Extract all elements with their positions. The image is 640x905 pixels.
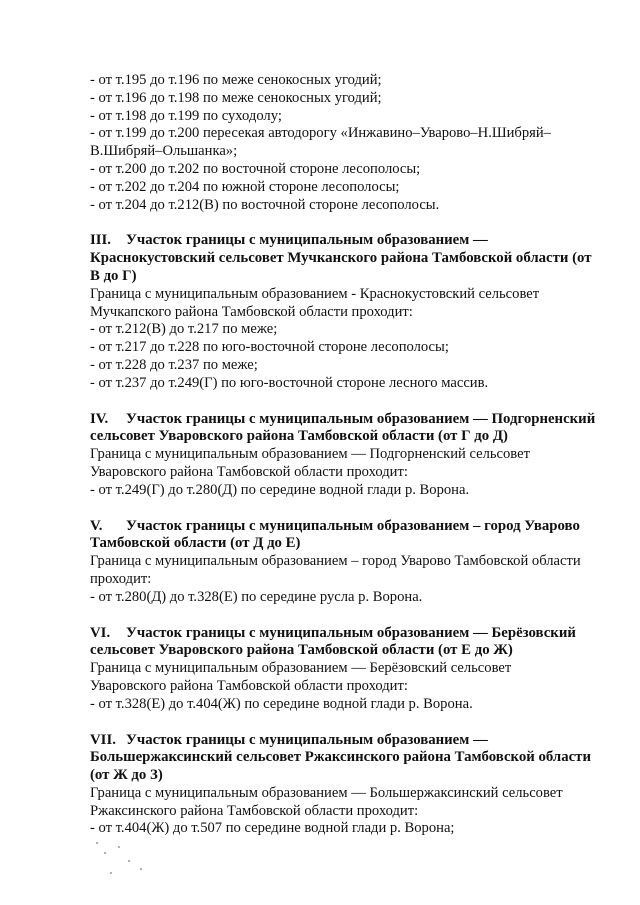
- heading-text: Участок границы с муниципальным образованием — Подгорненский: [126, 410, 596, 427]
- body-line: Граница с муниципальным образованием – город Уварово Тамбовской области: [90, 553, 581, 570]
- section-heading: Большержаксинский сельсовет Ржаксинского района Тамбовской области: [90, 749, 591, 766]
- spacer: [90, 500, 622, 518]
- section-numeral: VI.: [90, 624, 111, 641]
- body-line: - от т.328(Е) до т.404(Ж) по середине водной глади р. Ворона.: [90, 695, 473, 712]
- spacer: [90, 607, 622, 625]
- intro-line: В.Шибряй–Ольшанка»;: [90, 143, 238, 160]
- body-line: Граница с муниципальным образованием — Большержаксинский сельсовет: [90, 784, 563, 801]
- section-vii: [90, 732, 622, 839]
- intro-line: - от т.204 до т.212(В) по восточной стороне лесополосы.: [90, 196, 440, 213]
- intro-line: - от т.200 до т.202 по восточной стороне лесополосы;: [90, 160, 421, 177]
- section-iii: [90, 232, 622, 392]
- section-heading: [90, 411, 622, 429]
- spacer: [90, 714, 622, 732]
- section-heading: [90, 232, 622, 250]
- intro-line: - от т.202 до т.204 по южной стороне лесополосы;: [90, 178, 400, 195]
- section-heading: (от Ж до З): [90, 767, 163, 784]
- intro-block: [90, 72, 622, 214]
- scan-speck: [96, 842, 98, 844]
- heading-text: Участок границы с муниципальным образованием – город Уварово: [126, 517, 580, 534]
- section-v: [90, 518, 622, 607]
- body-line: - от т.280(Д) до т.328(Е) по середине русла р. Ворона.: [90, 588, 423, 605]
- body-line: - от т.228 до т.237 по меже;: [90, 356, 258, 373]
- intro-line: - от т.198 до т.199 по суходолу;: [90, 107, 282, 124]
- spacer: [90, 214, 622, 232]
- intro-line: - от т.195 до т.196 по меже сенокосных угодий;: [90, 72, 382, 88]
- section-heading: [90, 732, 622, 750]
- body-line: Граница с муниципальным образованием — Берёзовский сельсовет: [90, 660, 512, 677]
- heading-text: Участок границы с муниципальным образованием —: [126, 731, 488, 748]
- section-numeral: VII.: [90, 731, 116, 748]
- spacer: [90, 393, 622, 411]
- scan-speck: [104, 852, 106, 854]
- section-heading: Краснокустовский сельсовет Мучканского района Тамбовской области (от: [90, 250, 592, 267]
- body-line: Граница с муниципальным образованием — Подгорненский сельсовет: [90, 446, 530, 463]
- section-heading: сельсовет Уваровского района Тамбовской области (от Г до Д): [90, 428, 508, 445]
- body-line: - от т.217 до т.228 по юго-восточной стороне лесополосы;: [90, 339, 449, 356]
- body-line: - от т.404(Ж) до т.507 по середине водной глади р. Ворона;: [90, 820, 455, 837]
- intro-line: - от т.199 до т.200 пересекая автодорогу «Инжавино–Уварово–Н.Шибряй–: [90, 125, 551, 142]
- section-heading: [90, 625, 622, 643]
- intro-line: - от т.196 до т.198 по меже сенокосных угодий;: [90, 89, 382, 106]
- section-numeral: V.: [90, 517, 103, 534]
- body-line: - от т.249(Г) до т.280(Д) по середине водной глади р. Ворона.: [90, 481, 470, 498]
- body-line: проходит:: [90, 570, 152, 587]
- body-line: - от т.212(В) до т.217 по меже;: [90, 321, 278, 338]
- body-line: Уваровского района Тамбовской области проходит:: [90, 463, 408, 480]
- section-numeral: IV.: [90, 410, 109, 427]
- section-iv: [90, 411, 622, 500]
- section-numeral: III.: [90, 232, 111, 249]
- heading-text: Участок границы с муниципальным образованием —: [126, 232, 488, 249]
- body-line: Мучкапского района Тамбовской области проходит:: [90, 303, 413, 320]
- document-body: [90, 72, 622, 838]
- section-heading: [90, 518, 622, 536]
- section-heading: сельсовет Уваровского района Тамбовской области (от Е до Ж): [90, 642, 513, 659]
- body-line: - от т.237 до т.249(Г) по юго-восточной стороне лесного массив.: [90, 374, 489, 391]
- heading-text: Участок границы с муниципальным образованием — Берёзовский: [126, 624, 576, 641]
- scan-speck: [128, 860, 130, 862]
- scan-speck: [110, 872, 112, 874]
- body-line: Уваровского района Тамбовской области проходит:: [90, 677, 408, 694]
- section-vi: [90, 625, 622, 714]
- section-heading: Тамбовской области (от Д до Е): [90, 535, 301, 552]
- body-line: Ржаксинского района Тамбовской области проходит:: [90, 802, 419, 819]
- body-line: Граница с муниципальным образованием - Краснокустовский сельсовет: [90, 285, 540, 302]
- scan-speck: [118, 846, 120, 848]
- section-heading: В до Г): [90, 267, 137, 284]
- scan-speck: [140, 868, 142, 870]
